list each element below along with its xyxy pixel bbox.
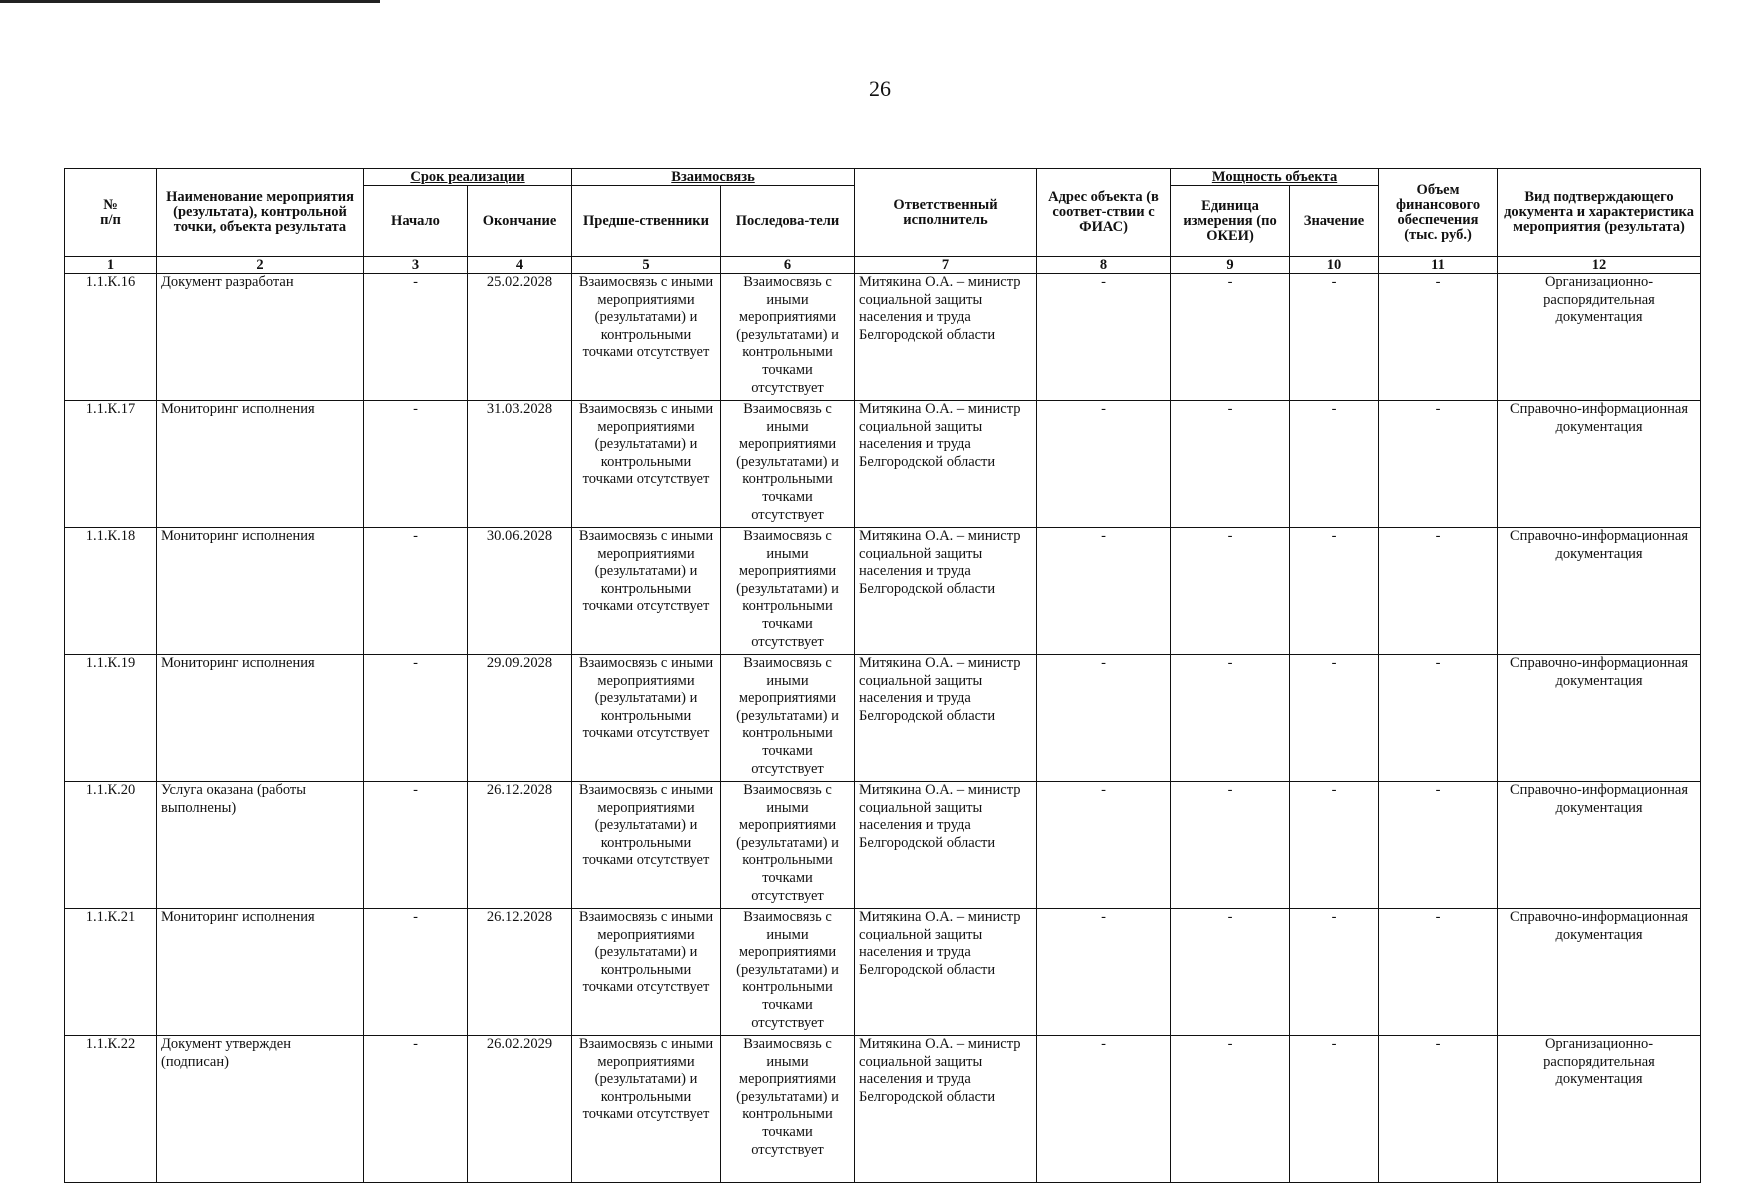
cell-predecessors: Взаимосвязь с иными мероприятиями (результатами) и контрольными точками отсутствует [572, 909, 721, 1036]
cell-start: - [364, 655, 468, 782]
table-row [65, 274, 1701, 401]
table-row [65, 655, 1701, 782]
cell-unit: - [1171, 909, 1290, 1036]
cell-successors: Взаимосвязь с иными мероприятиями (результатами) и контрольными точками отсутствует [721, 274, 855, 401]
cell-end: 26.02.2029 [468, 1036, 572, 1183]
cell-responsible: Митякина О.А. – министр социальной защиты населения и труда Белгородской области [855, 909, 1037, 1036]
cell-successors: Взаимосвязь с иными мероприятиями (результатами) и контрольными точками отсутствует [721, 655, 855, 782]
header-link: Взаимосвязь [572, 169, 855, 186]
header-start: Начало [364, 186, 468, 257]
header-capacity: Мощность объекта [1171, 169, 1379, 186]
cell-start: - [364, 909, 468, 1036]
cell-responsible: Митякина О.А. – министр социальной защиты населения и труда Белгородской области [855, 782, 1037, 909]
header-address: Адрес объекта (в соответ-ствии с ФИАС) [1037, 169, 1171, 257]
cell-doctype: Справочно-информационная документация [1498, 528, 1701, 655]
cell-start: - [364, 782, 468, 909]
cell-name: Мониторинг исполнения [157, 909, 364, 1036]
cell-name: Услуга оказана (работы выполнены) [157, 782, 364, 909]
column-number: 9 [1171, 257, 1290, 274]
cell-address: - [1037, 782, 1171, 909]
cell-value: - [1290, 274, 1379, 401]
table-body [65, 274, 1701, 1183]
table-row [65, 782, 1701, 909]
cell-value: - [1290, 1036, 1379, 1183]
cell-unit: - [1171, 1036, 1290, 1183]
header-value: Значение [1290, 186, 1379, 257]
page-number: 26 [869, 76, 891, 101]
table-row [65, 528, 1701, 655]
cell-responsible: Митякина О.А. – министр социальной защиты населения и труда Белгородской области [855, 528, 1037, 655]
cell-name: Документ разработан [157, 274, 364, 401]
cell-address: - [1037, 1036, 1171, 1183]
cell-name: Мониторинг исполнения [157, 401, 364, 528]
cell-predecessors: Взаимосвязь с иными мероприятиями (результатами) и контрольными точками отсутствует [572, 1036, 721, 1183]
cell-name: Мониторинг исполнения [157, 528, 364, 655]
cell-value: - [1290, 782, 1379, 909]
cell-end: 31.03.2028 [468, 401, 572, 528]
cell-end: 26.12.2028 [468, 782, 572, 909]
cell-doctype: Организационно-распорядительная документация [1498, 274, 1701, 401]
column-number: 2 [157, 257, 364, 274]
header-funding: Объем финансового обеспечения (тыс. руб.) [1379, 169, 1498, 257]
cell-successors: Взаимосвязь с иными мероприятиями (результатами) и контрольными точками отсутствует [721, 1036, 855, 1183]
cell-predecessors: Взаимосвязь с иными мероприятиями (результатами) и контрольными точками отсутствует [572, 782, 721, 909]
column-number: 4 [468, 257, 572, 274]
cell-value: - [1290, 655, 1379, 782]
cell-responsible: Митякина О.А. – министр социальной защиты населения и труда Белгородской области [855, 274, 1037, 401]
cell-unit: - [1171, 782, 1290, 909]
column-number-row [65, 257, 1701, 274]
cell-value: - [1290, 909, 1379, 1036]
cell-value: - [1290, 528, 1379, 655]
cell-id: 1.1.К.20 [65, 782, 157, 909]
schedule-table [64, 168, 1701, 1183]
cell-doctype: Справочно-информационная документация [1498, 655, 1701, 782]
table-row [65, 909, 1701, 1036]
header-name: Наименование мероприятия (результата), контрольной точки, объекта результата [157, 169, 364, 257]
cell-successors: Взаимосвязь с иными мероприятиями (результатами) и контрольными точками отсутствует [721, 528, 855, 655]
column-number: 10 [1290, 257, 1379, 274]
column-number: 12 [1498, 257, 1701, 274]
top-rule [0, 0, 380, 3]
table-row [65, 401, 1701, 528]
cell-end: 30.06.2028 [468, 528, 572, 655]
cell-end: 26.12.2028 [468, 909, 572, 1036]
cell-funding: - [1379, 909, 1498, 1036]
cell-doctype: Организационно-распорядительная документация [1498, 1036, 1701, 1183]
cell-start: - [364, 401, 468, 528]
column-number: 1 [65, 257, 157, 274]
cell-id: 1.1.К.17 [65, 401, 157, 528]
cell-funding: - [1379, 528, 1498, 655]
cell-address: - [1037, 655, 1171, 782]
cell-start: - [364, 528, 468, 655]
cell-funding: - [1379, 401, 1498, 528]
cell-id: 1.1.К.22 [65, 1036, 157, 1183]
cell-successors: Взаимосвязь с иными мероприятиями (результатами) и контрольными точками отсутствует [721, 401, 855, 528]
cell-start: - [364, 1036, 468, 1183]
cell-value: - [1290, 401, 1379, 528]
cell-responsible: Митякина О.А. – министр социальной защиты населения и труда Белгородской области [855, 655, 1037, 782]
cell-doctype: Справочно-информационная документация [1498, 909, 1701, 1036]
cell-funding: - [1379, 274, 1498, 401]
cell-predecessors: Взаимосвязь с иными мероприятиями (результатами) и контрольными точками отсутствует [572, 274, 721, 401]
cell-unit: - [1171, 528, 1290, 655]
cell-address: - [1037, 274, 1171, 401]
cell-predecessors: Взаимосвязь с иными мероприятиями (результатами) и контрольными точками отсутствует [572, 655, 721, 782]
cell-predecessors: Взаимосвязь с иными мероприятиями (результатами) и контрольными точками отсутствует [572, 528, 721, 655]
cell-id: 1.1.К.19 [65, 655, 157, 782]
table-row [65, 1036, 1701, 1183]
header-predecessors: Предше-ственники [572, 186, 721, 257]
cell-id: 1.1.К.18 [65, 528, 157, 655]
cell-doctype: Справочно-информационная документация [1498, 782, 1701, 909]
column-number: 7 [855, 257, 1037, 274]
cell-successors: Взаимосвязь с иными мероприятиями (результатами) и контрольными точками отсутствует [721, 782, 855, 909]
cell-predecessors: Взаимосвязь с иными мероприятиями (результатами) и контрольными точками отсутствует [572, 401, 721, 528]
header-end: Окончание [468, 186, 572, 257]
cell-end: 25.02.2028 [468, 274, 572, 401]
cell-name: Мониторинг исполнения [157, 655, 364, 782]
header-num: № п/п [65, 169, 157, 257]
header-successors: Последова-тели [721, 186, 855, 257]
header-responsible: Ответственный исполнитель [855, 169, 1037, 257]
cell-successors: Взаимосвязь с иными мероприятиями (результатами) и контрольными точками отсутствует [721, 909, 855, 1036]
cell-id: 1.1.К.16 [65, 274, 157, 401]
column-number: 6 [721, 257, 855, 274]
cell-doctype: Справочно-информационная документация [1498, 401, 1701, 528]
cell-name: Документ утвержден (подписан) [157, 1036, 364, 1183]
cell-funding: - [1379, 782, 1498, 909]
column-number: 3 [364, 257, 468, 274]
cell-start: - [364, 274, 468, 401]
column-number: 11 [1379, 257, 1498, 274]
header-period: Срок реализации [364, 169, 572, 186]
cell-address: - [1037, 528, 1171, 655]
cell-unit: - [1171, 274, 1290, 401]
header-doctype: Вид подтверждающего документа и характеристика мероприятия (результата) [1498, 169, 1701, 257]
cell-funding: - [1379, 1036, 1498, 1183]
cell-unit: - [1171, 401, 1290, 528]
cell-address: - [1037, 909, 1171, 1036]
cell-end: 29.09.2028 [468, 655, 572, 782]
column-number: 8 [1037, 257, 1171, 274]
cell-responsible: Митякина О.А. – министр социальной защиты населения и труда Белгородской области [855, 401, 1037, 528]
cell-responsible: Митякина О.А. – министр социальной защиты населения и труда Белгородской области [855, 1036, 1037, 1183]
header-unit: Единица измерения (по ОКЕИ) [1171, 186, 1290, 257]
cell-id: 1.1.К.21 [65, 909, 157, 1036]
cell-unit: - [1171, 655, 1290, 782]
column-number: 5 [572, 257, 721, 274]
cell-funding: - [1379, 655, 1498, 782]
cell-address: - [1037, 401, 1171, 528]
